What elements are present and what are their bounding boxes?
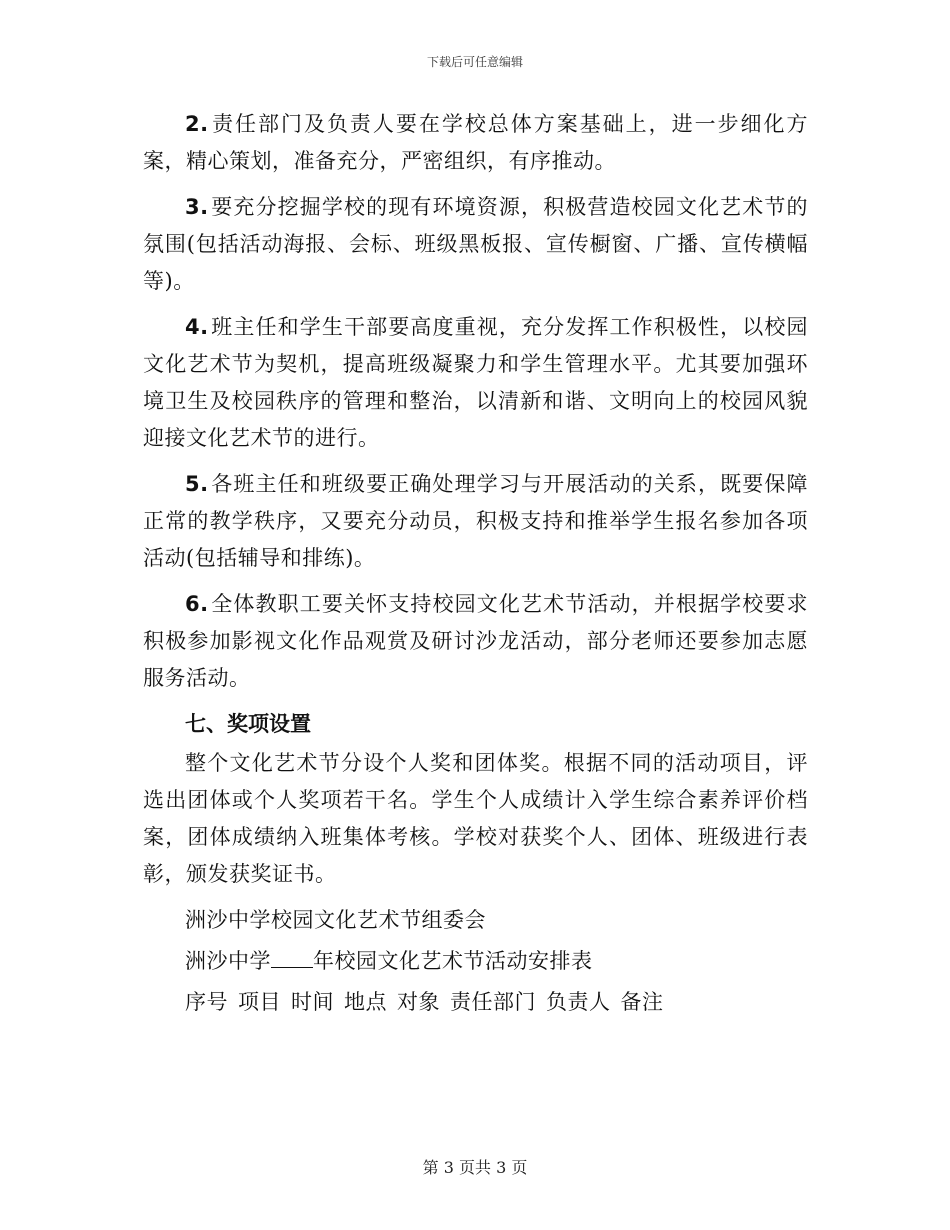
header-remarks: 备注 (620, 990, 664, 1014)
item-text: 责任部门及负责人要在学校总体方案基础上，进一步细化方案，精心策划，准备充分，严密组织，有序推动。 (143, 112, 808, 173)
schedule-title-suffix: 年校园文化艺术节活动安排表 (313, 949, 593, 973)
year-blank-underline (271, 949, 313, 968)
schedule-title (143, 943, 808, 980)
document-body (143, 106, 808, 1025)
section-title-awards: 七、奖项设置 (185, 712, 311, 736)
header-project: 项目 (238, 990, 281, 1014)
item-5 (143, 466, 808, 577)
item-6 (143, 586, 808, 697)
header-target: 对象 (397, 990, 440, 1014)
item-number: 2. (185, 112, 209, 136)
schedule-title-prefix: 洲沙中学 (185, 949, 271, 973)
header-person-in-charge: 负责人 (546, 990, 611, 1014)
page-footer: 第 3 页共 3 页 (422, 1158, 528, 1177)
item-text: 全体教职工要关怀支持校园文化艺术节活动，并根据学校要求积极参加影视文化作品观赏及研讨沙龙活动，部分老师还要参加志愿服务活动。 (143, 592, 808, 690)
header-index: 序号 (185, 990, 228, 1014)
item-3 (143, 189, 808, 300)
item-number: 3. (185, 195, 209, 219)
item-2 (143, 106, 808, 180)
header-time: 时间 (291, 990, 334, 1014)
page-header: 下载后可任意编辑 (426, 55, 523, 69)
section-body-awards: 整个文化艺术节分设个人奖和团体奖。根据不同的活动项目，评选出团体或个人奖项若干名。学生个人成绩计入学生综合素养评价档案，团体成绩纳入班集体考核。学校对获奖个人、团体、班级进行表彰，颁发获奖证书。 (143, 751, 808, 886)
item-text: 班主任和学生干部要高度重视，充分发挥工作积极性，以校园文化艺术节为契机，提高班级凝聚力和学生管理水平。尤其要加强环境卫生及校园秩序的管理和整治，以清新和谐、文明向上的校园风貌迎接文化艺术节的进行。 (143, 315, 808, 450)
item-text: 各班主任和班级要正确处理学习与开展活动的关系，既要保障正常的教学秩序，又要充分动员，积极支持和推举学生报名参加各项活动(包括辅导和排练)。 (143, 472, 808, 570)
header-department: 责任部门 (450, 990, 536, 1014)
item-4 (143, 309, 808, 457)
item-number: 6. (185, 592, 209, 616)
signature-line: 洲沙中学校园文化艺术节组委会 (185, 908, 486, 932)
item-text: 要充分挖掘学校的现有环境资源，积极营造校园文化艺术节的氛围(包括活动海报、会标、班级黑板报、宣传橱窗、广播、宣传横幅等)。 (143, 195, 808, 293)
header-location: 地点 (344, 990, 387, 1014)
item-number: 5. (185, 472, 209, 496)
item-number: 4. (185, 315, 209, 339)
table-header-row (143, 984, 808, 1021)
